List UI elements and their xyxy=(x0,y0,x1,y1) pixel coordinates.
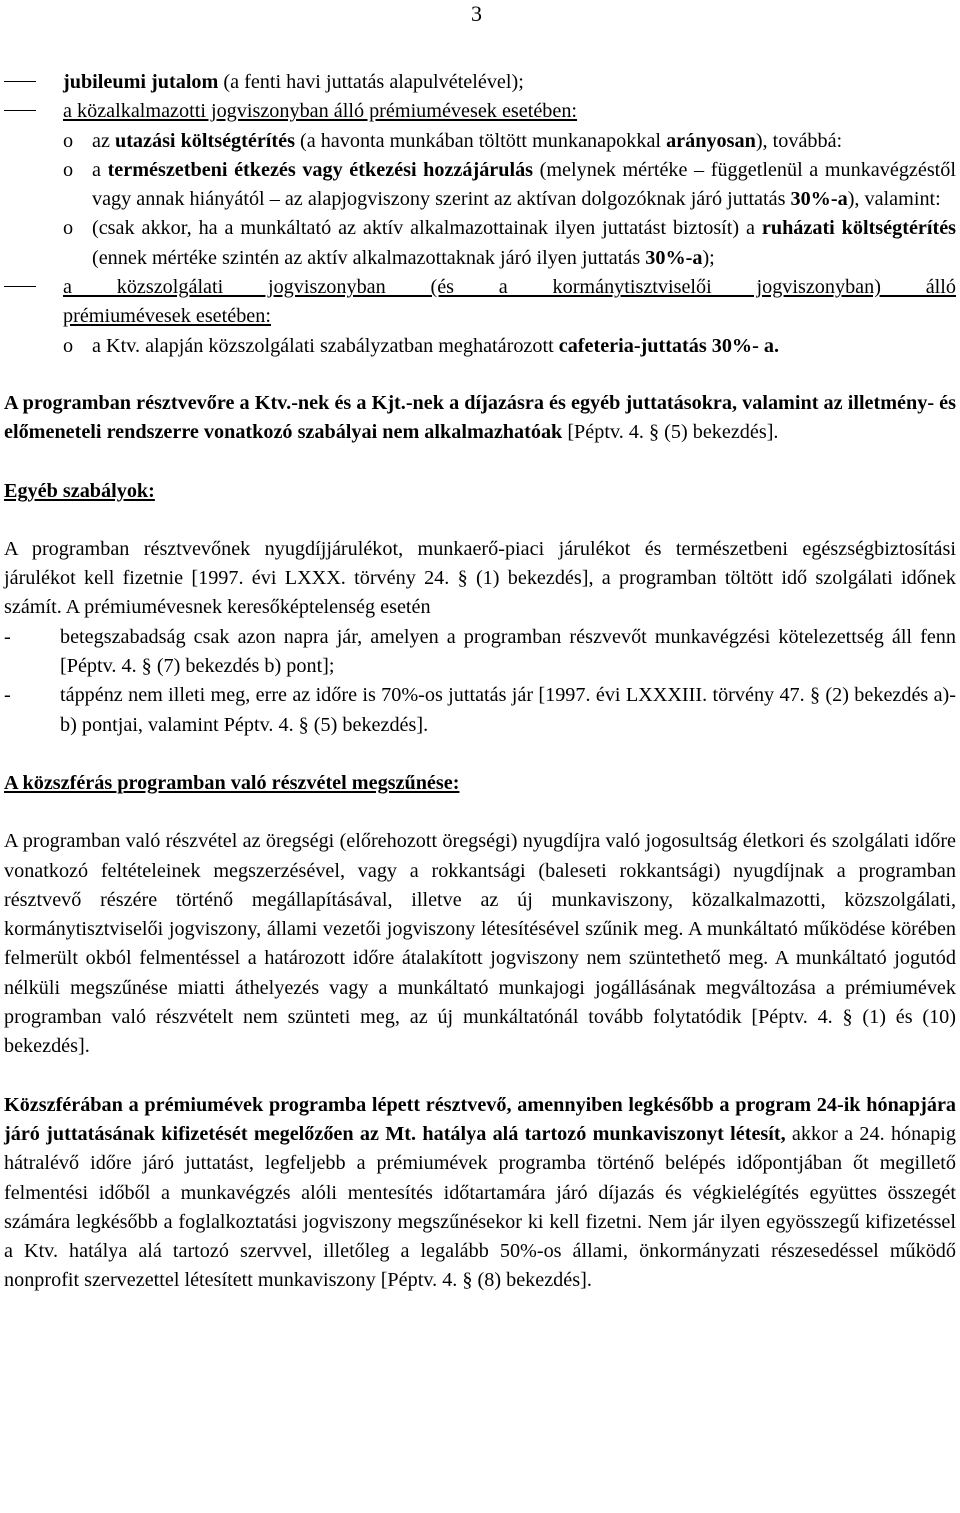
hyphen-bullet: - xyxy=(4,684,11,707)
paragraph-new-employment: Közszférában a prémiumévek programba lépett résztvevő, amennyiben legkésőbb a program 24-ik hónapjára járó juttatásának kifizetését megelőzően az Mt. hatálya alá tartozó munkaviszonyt létesít, akkor a 24. hónapig hátralévő időre járó juttatást, legfeljebb a prémiumévek programba történő belépés időpontjában őt megillető felmentési időből a munkavégzés alóli mentesítés időtartamára járó díjazás és végkielégítés együttes összegét számára legkésőbb a foglalkoztatási jogviszony megszűnésekor ki kell fizetni. Nem jár ilyen egyösszegű kifizetéssel a Ktv. hatálya alá tartozó szervvel, illetőleg a legalább 50%-os állami, önkormányzati részesedéssel működő nonprofit szervezettel létesített munkaviszony [Péptv. 4. § (8) bekezdés]. xyxy=(4,1093,956,1292)
sublist-item-meal: o a természetbeni étkezés vagy étkezési hozzájárulás (melynek mértéke – függetlenül a munkavégzéstől vagy annak hiányától – az alapjogviszony szerint az aktívan dolgozóknak járó juttatás 30%-a), valamint: xyxy=(4,156,956,215)
dash-bullet-icon xyxy=(4,273,63,302)
circle-bullet-icon: o xyxy=(63,334,74,357)
circle-bullet-icon: o xyxy=(63,217,74,240)
hyphen-bullet: - xyxy=(4,625,11,648)
dash-bullet-icon xyxy=(4,97,63,126)
sublist-item-travel: o az utazási költségtérítés (a havonta munkában töltött munkanapokkal arányosan), továbbá: xyxy=(4,127,956,156)
sublist-item-clothing: o (csak akkor, ha a munkáltató az aktív alkalmazottainak ilyen juttatást biztosít) a ruházati költségtérítés (ennek mértéke szintén az aktív alkalmazottaknak járó ilyen juttatás 30%-a); xyxy=(4,214,956,273)
section-heading-other-rules: Egyéb szabályok: xyxy=(4,479,155,502)
list-item-civil-service: a közszolgálati jogviszonyban (és a kormánytisztviselői jogviszonyban) álló prémiumévesek esetében: xyxy=(4,273,956,332)
section-heading-termination: A közszférás programban való részvétel megszűnése: xyxy=(4,771,460,794)
document-body xyxy=(4,68,956,1296)
hyphen-item-sick-leave: - betegszabadság csak azon napra jár, amelyen a programban részvevőt munkavégzési kötelezettség áll fenn [Péptv. 4. § (7) bekezdés b) pont]; xyxy=(4,623,956,682)
paragraph-not-applicable: A programban résztvevőre a Ktv.-nek és a Kjt.-nek a díjazásra és egyéb juttatásokra, valamint az illetmény- és előmeneteli rendszerre vonatkozó szabályai nem alkalmazhatóak [Péptv. 4. § (5) bekezdés]. xyxy=(4,391,956,444)
list-item-public-employee: a közalkalmazotti jogviszonyban álló prémiumévesek esetében: xyxy=(4,97,956,126)
hyphen-item-sick-pay: - táppénz nem illeti meg, erre az időre is 70%-os juttatás jár [1997. évi LXXXIII. törvény 47. § (2) bekezdés a)-b) pontjai, valamint Péptv. 4. § (5) bekezdés]. xyxy=(4,681,956,740)
list-item-jubilee: jubileumi jutalom (a fenti havi juttatás alapulvételével); xyxy=(4,68,956,97)
paragraph-contributions: A programban résztvevőnek nyugdíjjárulékot, munkaerő-piaci járulékot és természetbeni egészségbiztosítási járulékot kell fizetnie [1997. évi LXXX. törvény 24. § (1) bekezdés], a programban töltött idő szolgálati időnek számít. A prémiumévesnek keresőképtelenség esetén xyxy=(4,537,956,619)
circle-bullet-icon: o xyxy=(63,158,74,181)
circle-bullet-icon: o xyxy=(63,129,74,152)
term-bold: jubileumi jutalom xyxy=(63,71,219,93)
paragraph-termination: A programban való részvétel az öregségi (előrehozott öregségi) nyugdíjra való jogosultság életkori és szolgálati időre vonatkozó feltételeinek megszerzésével, vagy a rokkantsági (baleseti rokkantsági) nyugdíjnak a programban résztvevő részére történő megállapításával, illetve az új munkaviszony, közalkalmazotti, közszolgálati, kormánytisztviselői jogviszony, állami vezetői jogviszony létesítésével szűnik meg. A munkáltató működése körében felmerült okból felmentéssel a határozott időre átalakított jogviszony nem szüntethető meg. A munkáltató jogutód nélküli megszűnése miatti áthelyezés vagy a munkáltató munkajogi jogállásának megváltozása a prémiumévek programban való részvételt nem szünteti meg, az új munkáltatónál tovább folytatódik [Péptv. 4. § (1) és (10) bekezdés]. xyxy=(4,830,956,1058)
page-number: 3 xyxy=(471,1,482,26)
sublist-item-cafeteria: o a Ktv. alapján közszolgálati szabályzatban meghatározott cafeteria-juttatás 30%- a. xyxy=(4,332,956,361)
dash-bullet-icon xyxy=(4,68,63,97)
